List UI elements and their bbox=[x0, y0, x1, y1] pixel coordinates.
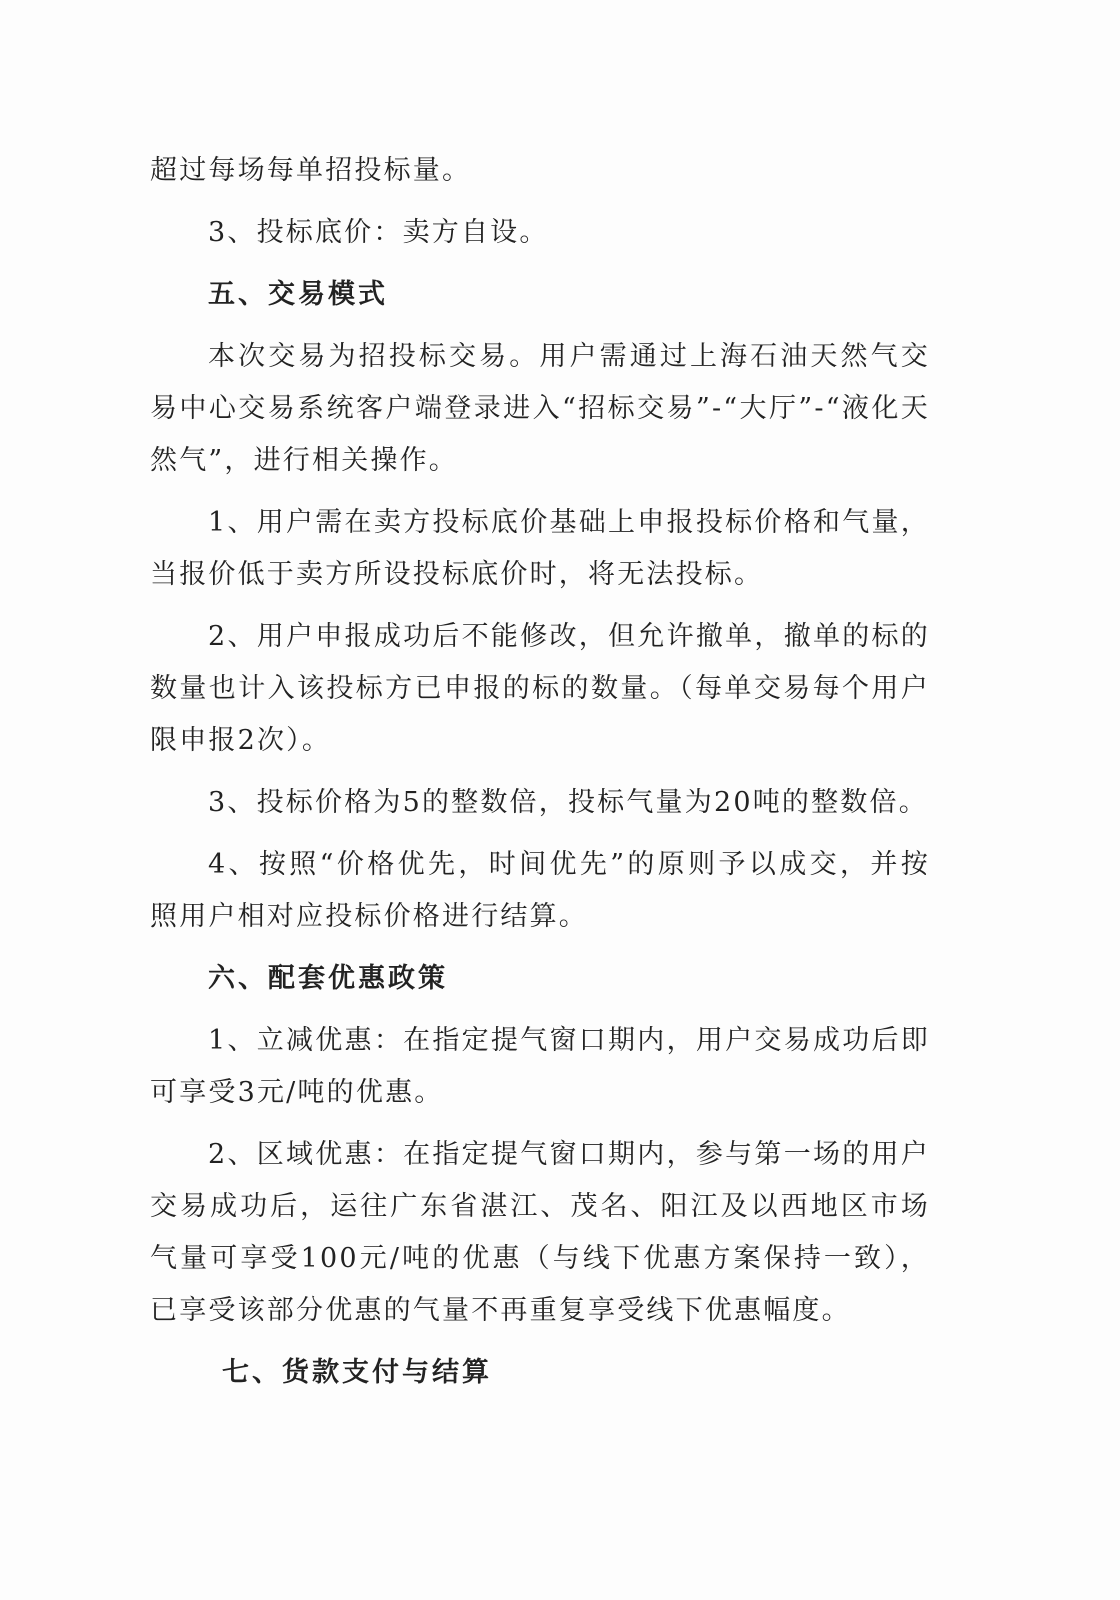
rule-item-4: 4、按照“价格优先，时间优先”的原则予以成交，并按照用户相对应投标价格进行结算。 bbox=[150, 849, 930, 932]
section-heading-5: 五、交易模式 bbox=[208, 279, 388, 310]
discount-item-2: 2、区域优惠：在指定提气窗口期内，参与第一场的用户交易成功后，运往广东省湛江、茂名、阳江及以西地区市场气量可享受100元/吨的优惠（与线下优惠方案保持一致），已享受该部分优惠的气量不再重复享受线下优惠幅度。 bbox=[150, 1139, 930, 1326]
section-heading-7: 七、货款支付与结算 bbox=[222, 1357, 492, 1388]
bid-floor-item: 3、投标底价：卖方自设。 bbox=[208, 217, 549, 248]
rule-item-3: 3、投标价格为5的整数倍，投标气量为20吨的整数倍。 bbox=[208, 787, 928, 818]
paragraph-continuation: 超过每场每单招投标量。 bbox=[150, 155, 472, 186]
discount-item-1: 1、立减优惠：在指定提气窗口期内，用户交易成功后即可享受3元/吨的优惠。 bbox=[150, 1025, 930, 1108]
rule-item-1: 1、用户需在卖方投标底价基础上申报投标价格和气量，当报价低于卖方所设投标底价时，将无法投标。 bbox=[150, 507, 930, 590]
rule-item-2: 2、用户申报成功后不能修改，但允许撤单，撤单的标的数量也计入该投标方已申报的标的数量。（每单交易每个用户限申报2次）。 bbox=[150, 621, 930, 756]
trading-mode-paragraph: 本次交易为招投标交易。用户需通过上海石油天然气交易中心交易系统客户端登录进入“招标交易”-“大厅”-“液化天然气”，进行相关操作。 bbox=[150, 341, 930, 476]
document-body bbox=[150, 145, 930, 1409]
section-heading-6: 六、配套优惠政策 bbox=[208, 963, 448, 994]
